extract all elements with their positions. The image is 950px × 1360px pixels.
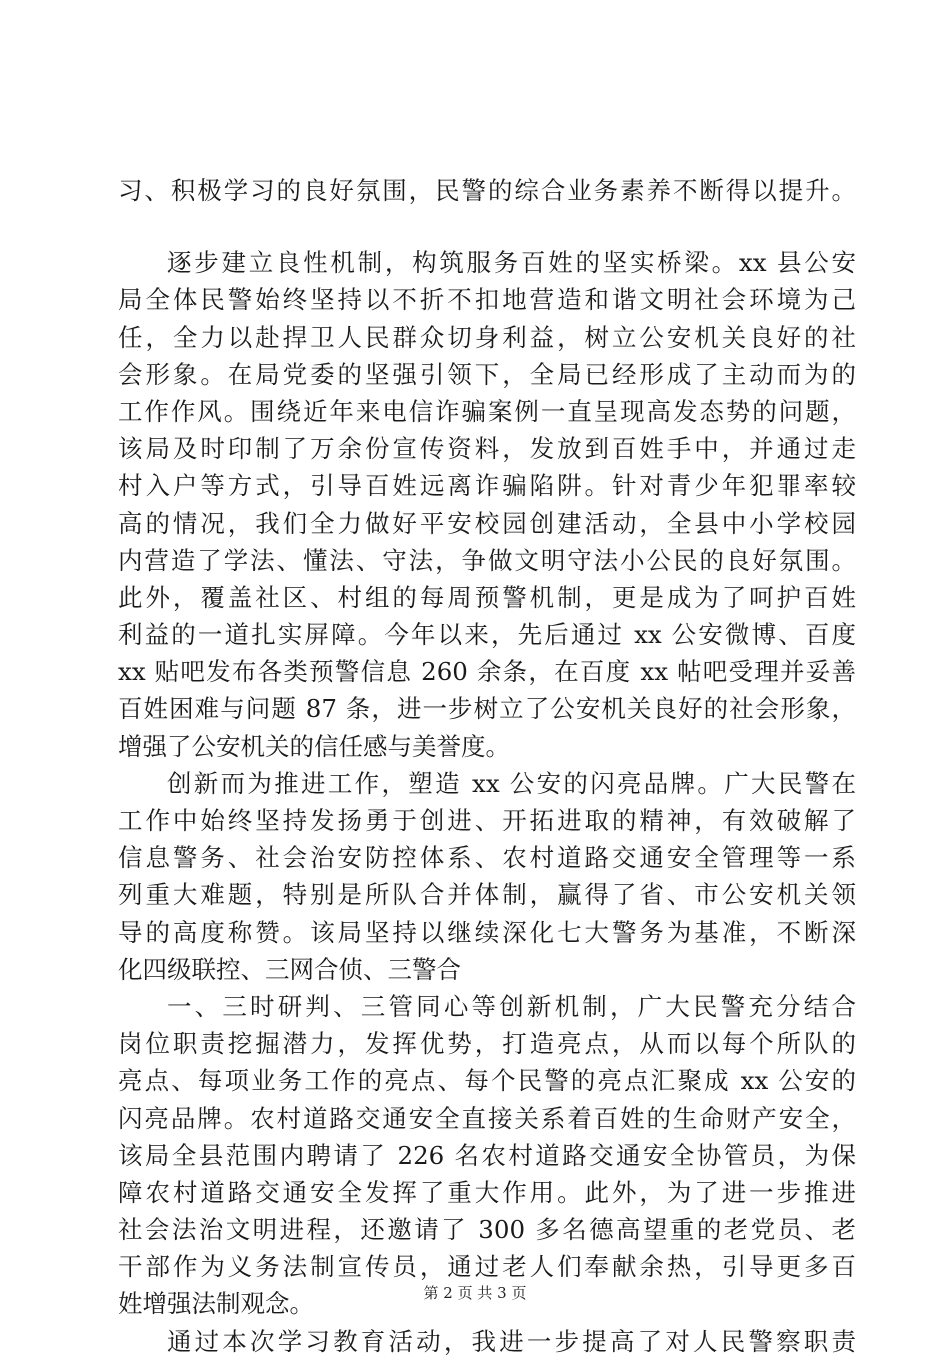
text-line: 会形象。在局党委的坚强引领下，全局已经形成了主动而为的 bbox=[118, 359, 856, 389]
text-line: 亮点、每项业务工作的亮点、每个民警的亮点汇聚成 xx 公安的 bbox=[118, 1066, 856, 1096]
text-line: 干部作为义务法制宣传员，通过老人们奉献余热，引导更多百 bbox=[118, 1252, 856, 1282]
text-line: 社会法治文明进程，还邀请了 300 多名德高望重的老党员、老 bbox=[118, 1215, 856, 1245]
text-line: 习、积极学习的良好氛围，民警的综合业务素养不断得以提升。 bbox=[118, 176, 856, 205]
paragraph-conclusion bbox=[118, 1323, 856, 1360]
text-line: 岗位职责挖掘潜力，发挥优势，打造亮点，从而以每个所队的 bbox=[118, 1029, 856, 1059]
paragraph-innovation bbox=[118, 765, 856, 988]
text-line: 创新而为推进工作，塑造 xx 公安的闪亮品牌。广大民警在 bbox=[167, 768, 856, 798]
text-line: 列重大难题，特别是所队合并体制，赢得了省、市公安机关领 bbox=[118, 880, 856, 910]
text-line: 工作作风。围绕近年来电信诈骗案例一直呈现高发态势的问题， bbox=[118, 396, 856, 426]
text-line: 一、三时研判、三管同心等创新机制，广大民警充分结合 bbox=[167, 991, 856, 1021]
text-line: 导的高度称赞。该局坚持以继续深化七大警务为基准，不断深 bbox=[118, 917, 856, 947]
paragraph-mechanisms bbox=[118, 988, 856, 1323]
paragraph-mechanism bbox=[118, 244, 856, 765]
text-line: 局全体民警始终坚持以不折不扣地营造和谐文明社会环境为己 bbox=[118, 285, 856, 315]
text-line: 通过本次学习教育活动，我进一步提高了对人民警察职责 bbox=[167, 1326, 856, 1356]
paragraph-continued bbox=[118, 172, 856, 209]
text-line: 任，全力以赴捍卫人民群众切身利益，树立公安机关良好的社 bbox=[118, 322, 856, 352]
text-line: 增强了公安机关的信任感与美誉度。 bbox=[118, 731, 510, 761]
document-body bbox=[118, 172, 856, 1360]
text-line: 村入户等方式，引导百姓远离诈骗陷阱。针对青少年犯罪率较 bbox=[118, 471, 856, 501]
text-line: 高的情况，我们全力做好平安校园创建活动，全县中小学校园 bbox=[118, 508, 856, 538]
text-line: 闪亮品牌。农村道路交通安全直接关系着百姓的生命财产安全， bbox=[118, 1103, 856, 1133]
text-line: 此外，覆盖社区、村组的每周预警机制，更是成为了呵护百姓 bbox=[118, 582, 856, 612]
paragraph-gap bbox=[118, 209, 856, 244]
text-line: 障农村道路交通安全发挥了重大作用。此外，为了进一步推进 bbox=[118, 1177, 856, 1207]
text-line: 该局及时印制了万余份宣传资料，发放到百姓手中，并通过走 bbox=[118, 434, 856, 464]
text-line: 逐步建立良性机制，构筑服务百姓的坚实桥梁。xx 县公安 bbox=[167, 248, 856, 278]
text-line: 利益的一道扎实屏障。今年以来，先后通过 xx 公安微博、百度 bbox=[118, 620, 856, 650]
text-line: 信息警务、社会治安防控体系、农村道路交通安全管理等一系 bbox=[118, 843, 856, 873]
text-line: 姓增强法制观念。 bbox=[118, 1289, 314, 1319]
text-line: 化四级联控、三网合侦、三警合 bbox=[118, 954, 461, 984]
text-line: 该局全县范围内聘请了 226 名农村道路交通安全协管员，为保 bbox=[118, 1140, 856, 1170]
text-line: 内营造了学法、懂法、守法，争做文明守法小公民的良好氛围。 bbox=[118, 545, 856, 575]
text-line: 百姓困难与问题 87 条，进一步树立了公安机关良好的社会形象， bbox=[118, 694, 856, 724]
text-line: xx 贴吧发布各类预警信息 260 余条，在百度 xx 帖吧受理并妥善 bbox=[118, 657, 856, 687]
page-number-footer: 第 2 页 共 3 页 bbox=[423, 1284, 527, 1302]
text-line: 工作中始终坚持发扬勇于创进、开拓进取的精神，有效破解了 bbox=[118, 806, 856, 835]
